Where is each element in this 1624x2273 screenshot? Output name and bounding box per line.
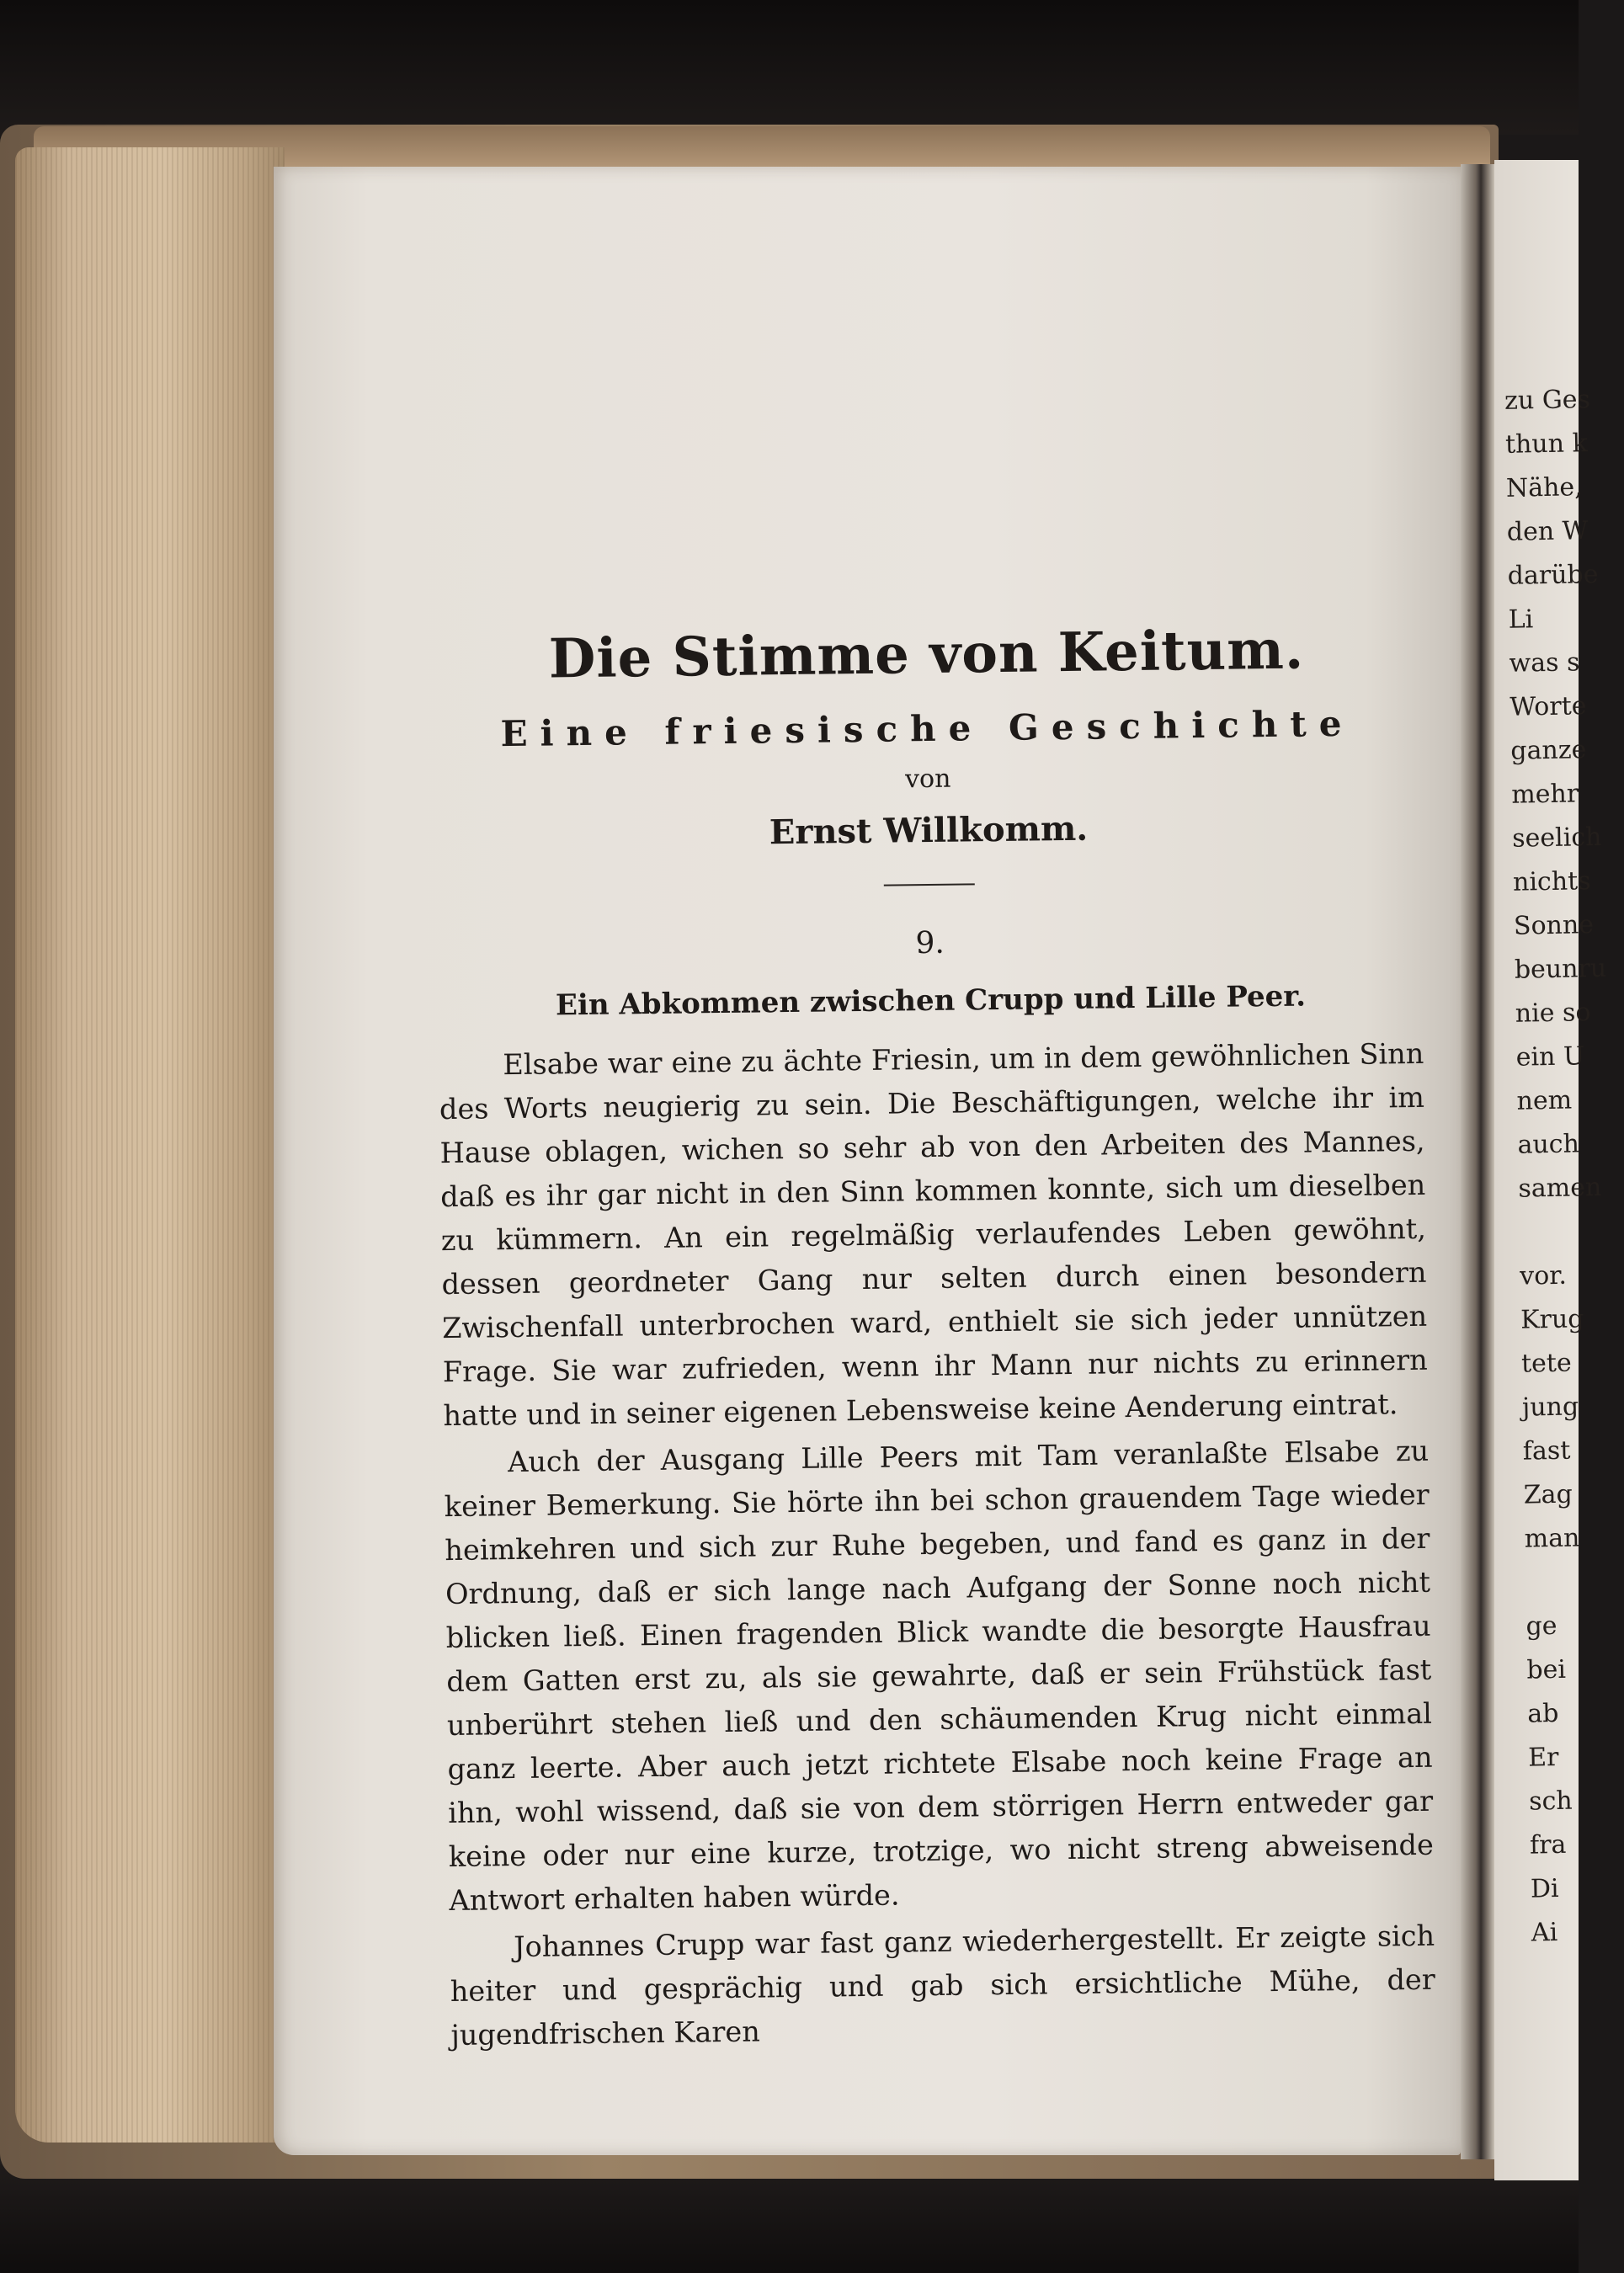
right-page-edge bbox=[1494, 160, 1607, 2180]
right-page-fragment: Worte bbox=[1510, 691, 1587, 722]
chapter-number: 9. bbox=[915, 925, 945, 961]
right-page-fragment bbox=[1519, 1210, 1587, 1254]
right-page-fragment: jung bbox=[1521, 1392, 1579, 1423]
right-page-fragment: zu Ges bbox=[1504, 385, 1591, 416]
right-page-fragment: Zag bbox=[1523, 1479, 1573, 1510]
right-page-fragment: nichts bbox=[1512, 866, 1591, 897]
right-page-fragment: sch bbox=[1528, 1786, 1573, 1817]
chapter-title: Ein Abkommen zwischen Crupp und Lille Peer. bbox=[555, 979, 1307, 1023]
right-page-fragment: auch bbox=[1517, 1129, 1580, 1160]
paragraph: Elsabe war eine zu ächte Friesin, um in dem gewöhnlichen Sinn des Worts neugierig zu sein. Die Beschäftigungen, welche ihr im Hause oblagen, wichen so sehr ab von den Arbeiten des Mannes, daß es ihr gar nicht in den Sinn kommen konnte, sich um dieselben zu kümmern. An ein regelmäßig verlaufendes Leben gewöhnt, dessen geordneter Gang nur selten durch einen besondern Zwischenfall unterbrochen ward, enthielt sie sich jeder unnützen Frage. Sie war zufrieden, wenn ihr Mann nur nichts zu erinnern hatte und in seiner eigenen Lebensweise keine Aenderung eintrat. bbox=[439, 1036, 1428, 1433]
right-page-fragment: Di bbox=[1530, 1873, 1559, 1904]
right-page-fragment: thun k bbox=[1504, 429, 1589, 460]
dark-background-top bbox=[0, 0, 1579, 135]
right-page-fragment: fast bbox=[1522, 1435, 1571, 1467]
right-page-fragment: mehr bbox=[1510, 779, 1579, 810]
right-page-fragment: beunru bbox=[1514, 953, 1607, 985]
paragraph: Johannes Crupp war fast ganz wiederhergestellt. Er zeigte sich heiter und gesprächig und gab sich ersichtliche Mühe, der jugendfrischen Karen bbox=[450, 1919, 1435, 2052]
right-page-fragment: ganze bbox=[1510, 735, 1587, 766]
right-page-fragment: Krug bbox=[1520, 1304, 1584, 1335]
right-page-fragment: Nähe, bbox=[1505, 472, 1583, 503]
right-page-fragment: Ai bbox=[1531, 1918, 1558, 1948]
right-page-fragment: samen bbox=[1518, 1172, 1602, 1204]
byline-von: von bbox=[904, 764, 951, 795]
right-page-fragment: bei bbox=[1526, 1654, 1567, 1685]
right-page-fragment: man bbox=[1524, 1523, 1580, 1554]
right-page-fragment: fra bbox=[1529, 1829, 1567, 1860]
title-divider bbox=[884, 883, 975, 886]
right-page-fragment: ein U bbox=[1515, 1041, 1585, 1073]
page-content bbox=[434, 617, 1436, 2057]
right-page-fragment: ab bbox=[1527, 1698, 1559, 1729]
right-page-fragment: Er bbox=[1527, 1742, 1559, 1773]
right-page-fragment: nem bbox=[1516, 1085, 1573, 1116]
right-page-fragment: was s bbox=[1509, 647, 1580, 679]
right-page-fragment: ge bbox=[1525, 1610, 1557, 1642]
paragraph: Auch der Ausgang Lille Peers mit Tam veranlaßte Elsabe zu keiner Bemerkung. Sie hörte ihn bei schon grauendem Tage wieder heimkehren und sich zur Ruhe begeben, und fand es ganz in der Ordnung, daß er sich lange nach Aufgang der Sonne noch nicht blicken ließ. Einen fragenden Blick wandte die besorgte Hausfrau dem Gatten erst zu, als sie gewahrte, daß er sein Frühstück fast unberührt stehen ließ und den schäumenden Krug nicht einmal ganz leerte. Aber auch jetzt richtete Elsabe noch keine Frage an ihn, wohl wissend, daß sie von dem störrigen Herrn entweder gar keine oder nur eine kurze, trotzige, wo nicht streng abweisende Antwort erhalten haben würde. bbox=[444, 1434, 1435, 1918]
right-page-fragment: den W bbox=[1506, 516, 1589, 547]
right-page-fragment: vor. bbox=[1519, 1260, 1568, 1291]
right-page-fragment: nie so bbox=[1515, 998, 1591, 1029]
right-page-fragment bbox=[1525, 1560, 1593, 1605]
right-page-text-fragments bbox=[1504, 378, 1607, 1955]
right-page-fragment: darübe bbox=[1507, 559, 1599, 591]
page-block-edge bbox=[15, 147, 285, 2143]
author-name: Ernst Willkomm. bbox=[769, 808, 1089, 853]
right-page-fragment: seelich bbox=[1511, 822, 1602, 854]
right-page-fragment: Li bbox=[1508, 604, 1534, 635]
book-gutter bbox=[1461, 164, 1494, 2159]
story-title: Die Stimme von Keitum. bbox=[548, 618, 1305, 691]
story-subtitle: Eine friesische Geschichte bbox=[500, 702, 1355, 755]
right-page-fragment: Sonne bbox=[1513, 910, 1595, 941]
right-page-fragment: tete bbox=[1520, 1348, 1573, 1379]
